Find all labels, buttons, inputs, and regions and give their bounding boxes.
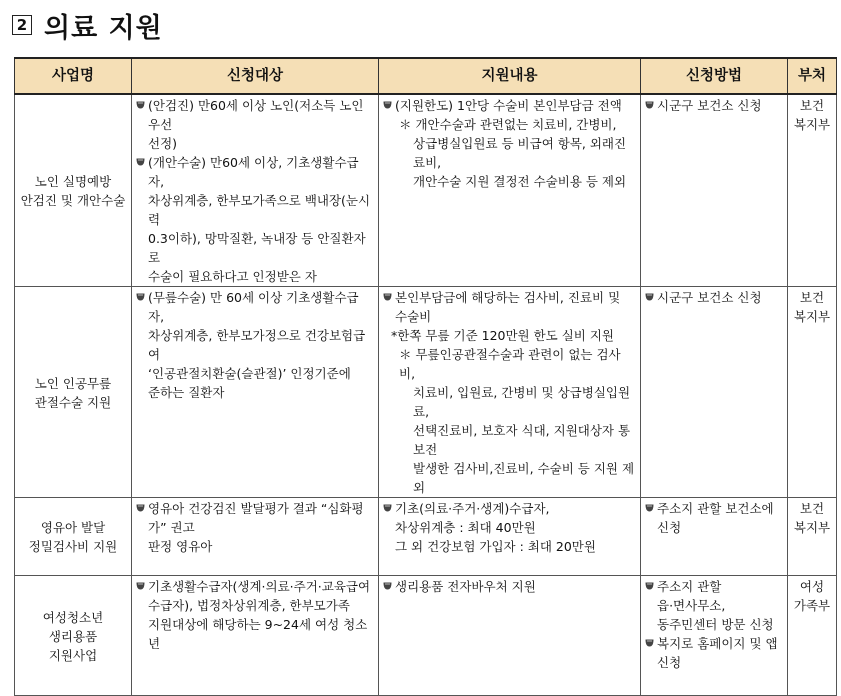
bullet-icon — [645, 638, 654, 647]
text-line: 정밀검사비 지원 — [28, 539, 118, 554]
text-line: (개안수술) 만60세 이상, 기초생활수급자, — [148, 155, 359, 189]
text-line: (무릎수술) 만 60세 이상 기초생활수급자, — [148, 290, 359, 324]
text-line: 기초생활수급자(생계·의료·주거·교육급여 — [148, 579, 371, 594]
text-line: *한쪽 무릎 기준 120만원 한도 실비 지원 — [391, 328, 614, 343]
content-cell — [379, 287, 641, 498]
text-line: 읍·면사무소, — [657, 598, 726, 613]
bullet-item — [383, 96, 636, 115]
text-line: 차상위계층, 한부모가족으로 백내장(눈시력 — [148, 193, 371, 227]
text-line: 수술이 필요하다고 인정받은 자 — [148, 269, 317, 284]
program-name-cell — [15, 287, 132, 498]
text-line: (지원한도) 1안당 수술비 본인부담금 전액 — [395, 98, 622, 113]
text-line: 치료비, 입원료, 간병비 및 상급병실입원료, — [413, 385, 631, 419]
text-line: 여성청소년 — [42, 609, 104, 625]
text-line: 노인 인공무릎 — [34, 375, 112, 391]
text-line: ＊ 무릎인공관절수술과 관련이 없는 검사비, — [399, 347, 621, 381]
text-line: 동주민센터 방문 신청 — [657, 617, 774, 632]
content-cell — [379, 94, 641, 287]
method-cell — [641, 94, 788, 287]
text-line: 차상위계층 : 최대 40만원 — [395, 520, 536, 535]
header-dept: 부처 — [788, 58, 837, 94]
bullet-icon — [383, 292, 392, 301]
text-line: 보건 — [799, 98, 825, 113]
ministry-cell — [788, 94, 837, 287]
bullet-item — [136, 288, 374, 402]
bullet-item — [136, 96, 374, 153]
text-line: 시군구 보건소 신청 — [657, 98, 762, 113]
text-line: ＊ 개안수술과 관련없는 치료비, 간병비, — [399, 117, 617, 132]
text-line: 발생한 검사비,진료비, 수술비 등 지원 제외 — [413, 461, 635, 495]
bullet-item — [645, 96, 783, 115]
text-line: 안검진 및 개안수술 — [20, 193, 126, 208]
text-line: 신청 — [657, 655, 682, 670]
bullet-item — [645, 577, 783, 634]
note-item — [383, 115, 636, 191]
table-row — [15, 576, 837, 696]
text-line: 수술비 — [395, 309, 432, 324]
section-number: 2 — [12, 15, 32, 35]
text-line: 가족부 — [793, 598, 831, 613]
ministry-cell — [788, 287, 837, 498]
bullet-icon — [645, 100, 654, 109]
bullet-icon — [383, 100, 392, 109]
bullet-item — [645, 288, 783, 307]
header-target: 신청대상 — [132, 58, 379, 94]
text-line: 선정) — [148, 136, 178, 151]
bullet-icon — [645, 292, 654, 301]
text-line: 수급자), 법정차상위계층, 한부모가족 — [148, 598, 350, 613]
text-line: 보건 — [799, 290, 825, 305]
target-cell — [132, 498, 379, 576]
program-name-cell — [15, 498, 132, 576]
text-line: 준하는 질환자 — [148, 385, 225, 400]
text-line: 차상위계층, 한부모가정으로 건강보험급여 — [148, 328, 366, 362]
bullet-icon — [136, 292, 145, 301]
bullet-item — [645, 499, 783, 537]
target-cell — [132, 287, 379, 498]
method-cell — [641, 287, 788, 498]
table-header-row — [15, 58, 837, 94]
note-item — [383, 326, 636, 345]
text-line: 선택진료비, 보호자 식대, 지원대상자 통보전 — [413, 423, 631, 457]
bullet-icon — [645, 581, 654, 590]
header-name: 사업명 — [15, 58, 132, 94]
bullet-item — [383, 288, 636, 326]
header-method: 신청방법 — [641, 58, 788, 94]
text-line: 노인 실명예방 — [34, 174, 112, 189]
text-line: 복지부 — [793, 309, 831, 324]
text-line: 시군구 보건소 신청 — [657, 290, 762, 305]
support-table — [14, 57, 837, 696]
text-line: 상급병실입원료 등 비급여 항목, 외래진료비, — [413, 136, 627, 170]
bullet-icon — [383, 503, 392, 512]
text-line: (안검진) 만60세 이상 노인(저소득 노인 우선 — [148, 98, 364, 132]
target-cell — [132, 94, 379, 287]
table-row — [15, 287, 837, 498]
bullet-item — [383, 499, 636, 556]
table-row — [15, 498, 837, 576]
content-cell — [379, 498, 641, 576]
table-row — [15, 94, 837, 287]
text-line: 지원대상에 해당하는 9~24세 여성 청소년 — [148, 617, 368, 651]
ministry-cell — [788, 498, 837, 576]
header-content: 지원내용 — [379, 58, 641, 94]
bullet-icon — [136, 100, 145, 109]
text-line: 개안수술 지원 결정전 수술비용 등 제외 — [413, 174, 627, 189]
bullet-item — [136, 499, 374, 556]
bullet-icon — [136, 503, 145, 512]
ministry-cell — [788, 576, 837, 696]
text-line: 신청 — [657, 520, 682, 535]
text-line: 영유아 건강검진 발달평가 결과 “심화평가” 권고 — [148, 501, 364, 535]
text-line: 영유아 발달 — [40, 520, 106, 535]
program-name-cell — [15, 576, 132, 696]
text-line: 생리용품 — [48, 628, 98, 644]
bullet-icon — [136, 581, 145, 590]
text-line: 복지부 — [793, 117, 831, 132]
bullet-icon — [383, 581, 392, 590]
page-title: 의료 지원 — [44, 12, 163, 44]
bullet-item — [383, 577, 636, 596]
bullet-icon — [645, 503, 654, 512]
bullet-icon — [136, 157, 145, 166]
bullet-item — [136, 577, 374, 653]
text-line: 주소지 관할 — [657, 579, 722, 594]
target-cell — [132, 576, 379, 696]
text-line: 복지로 홈페이지 및 앱 — [657, 636, 778, 651]
bullet-item — [136, 153, 374, 286]
text-line: 주소지 관할 보건소에 — [657, 501, 774, 516]
bullet-item — [645, 634, 783, 672]
text-line: ‘인공관절치환술(슬관절)’ 인정기준에 — [148, 366, 351, 381]
section-heading — [12, 8, 163, 42]
content-cell — [379, 576, 641, 696]
text-line: 그 외 건강보험 가입자 : 최대 20만원 — [395, 539, 596, 554]
text-line: 기초(의료·주거·생계)수급자, — [395, 501, 550, 516]
program-name-cell — [15, 94, 132, 287]
method-cell — [641, 498, 788, 576]
text-line: 생리용품 전자바우처 지원 — [395, 579, 536, 594]
text-line: 본인부담금에 해당하는 검사비, 진료비 및 — [395, 290, 621, 305]
text-line: 판정 영유아 — [148, 539, 213, 554]
text-line: 복지부 — [793, 520, 831, 535]
text-line: 여성 — [799, 579, 825, 594]
method-cell — [641, 576, 788, 696]
text-line: 지원사업 — [48, 647, 98, 663]
text-line: 0.3이하), 망막질환, 녹내장 등 안질환자로 — [148, 231, 366, 265]
text-line: 관절수술 지원 — [34, 394, 112, 410]
text-line: 보건 — [799, 501, 825, 516]
note-item — [383, 345, 636, 497]
